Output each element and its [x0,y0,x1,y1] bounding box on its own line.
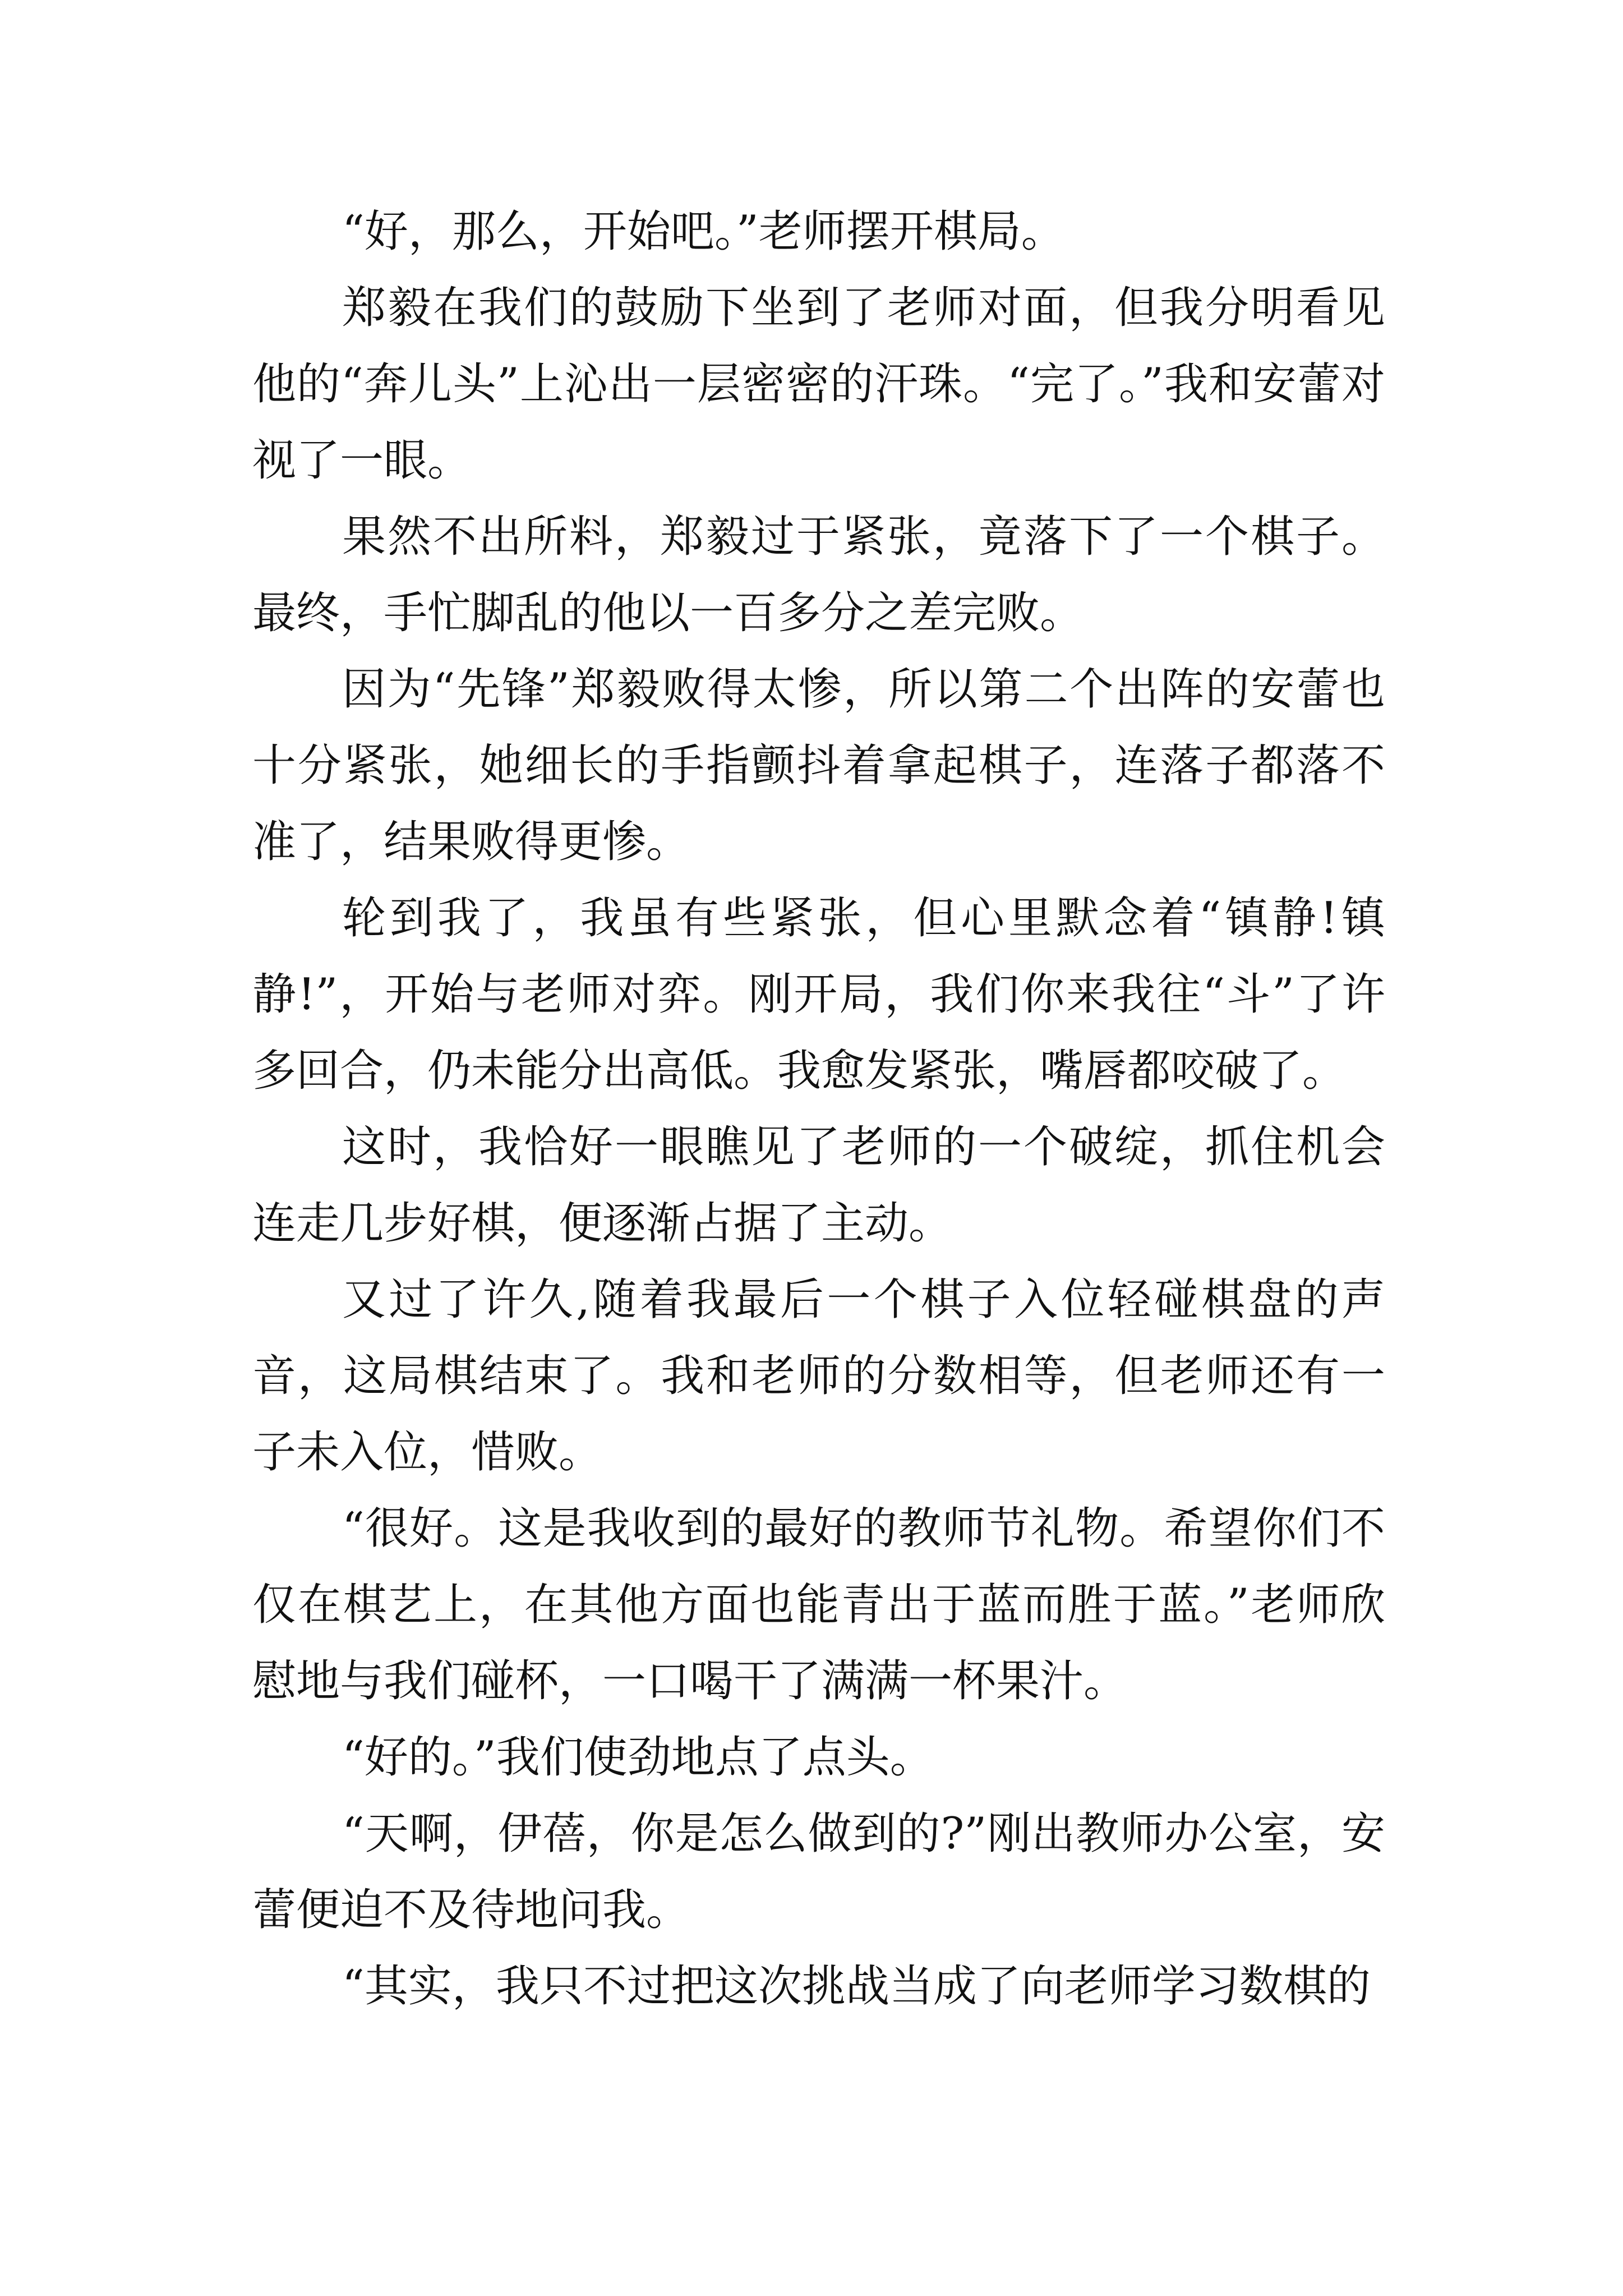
paragraph-11: “其实，我只不过把这次挑战当成了向老师学习数棋的 [342,1961,1371,2012]
paragraph-3: 果然不出所料，郑毅过于紧张，竟落下了一个棋子。最终，手忙脚乱的他以一百多分之差完败。 [252,512,1385,638]
paragraph-6: 这时，我恰好一眼瞧见了老师的一个破绽，抓住机会连走几步好棋，便逐渐占据了主动。 [252,1122,1385,1249]
paragraph-10: “天啊，伊蓓，你是怎么做到的?”刚出教师办公室，安蕾便迫不及待地问我。 [252,1809,1385,1935]
paragraph-7: 又过了许久,随着我最后一个棋子入位轻碰棋盘的声音，这局棋结束了。我和老师的分数相等，但老师还有一子未入位，惜败。 [252,1274,1385,1478]
paragraph-2: 郑毅在我们的鼓励下坐到了老师对面，但我分明看见他的“奔儿头”上沁出一层密密的汗珠。“完了。”我和安蕾对视了一眼。 [252,283,1385,486]
paragraph-8: “很好。这是我收到的最好的教师节礼物。希望你们不仅在棋艺上，在其他方面也能青出于蓝而胜于蓝。”老师欣慰地与我们碰杯，一口喝干了满满一杯果汁。 [252,1503,1385,1706]
paragraph-1: “好，那么，开始吧。”老师摆开棋局。 [342,206,1065,257]
article-body [252,194,1385,2024]
paragraph-5: 轮到我了，我虽有些紧张，但心里默念着“镇静!镇静!”，开始与老师对弈。刚开局，我们你来我往“斗”了许多回合，仍未能分出高低。我愈发紧张，嘴唇都咬破了。 [252,893,1385,1096]
paragraph-4: 因为“先锋”郑毅败得太惨，所以第二个出阵的安蕾也十分紧张，她细长的手指颤抖着拿起棋子，连落子都落不准了，结果败得更惨。 [252,664,1385,867]
paragraph-9: “好的。”我们使劲地点了点头。 [342,1732,934,1783]
